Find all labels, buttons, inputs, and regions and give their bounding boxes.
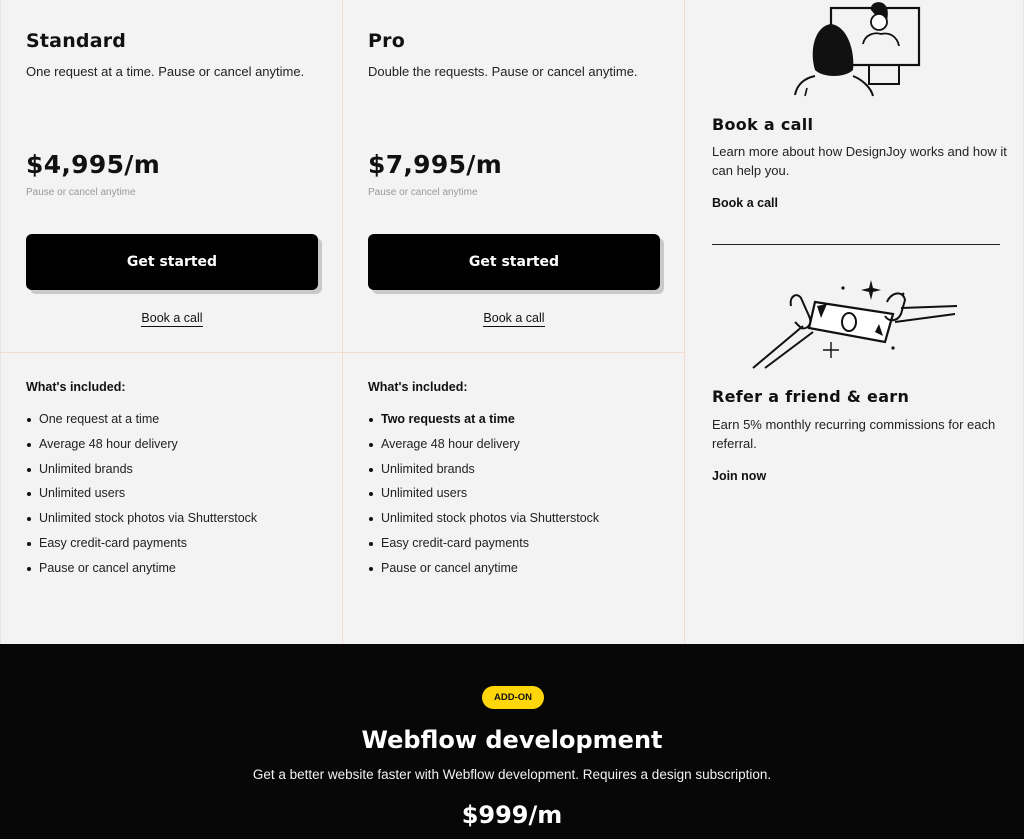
- feature-item: One request at a time: [26, 412, 257, 437]
- feature-item: Average 48 hour delivery: [368, 437, 599, 462]
- divider: [712, 244, 1000, 245]
- feature-item: Easy credit-card payments: [26, 536, 257, 561]
- feature-item: Easy credit-card payments: [368, 536, 599, 561]
- plan-header-pro: [343, 0, 684, 353]
- plan-price: $7,995/m: [368, 150, 503, 179]
- video-call-illustration: [785, 0, 925, 100]
- included-title: What's included:: [26, 380, 126, 394]
- book-call-side-link[interactable]: Book a call: [712, 196, 778, 210]
- addon-title: Webflow development: [361, 726, 663, 754]
- book-call-link[interactable]: Book a call: [483, 311, 545, 325]
- plan-price-note: Pause or cancel anytime: [368, 187, 478, 198]
- money-exchange-illustration: [751, 276, 963, 372]
- addon-badge: ADD-ON: [482, 686, 544, 709]
- plan-price-note: Pause or cancel anytime: [26, 187, 136, 198]
- feature-item: Unlimited stock photos via Shutterstock: [26, 511, 257, 536]
- feature-item: Unlimited brands: [368, 462, 599, 487]
- book-call-title: Book a call: [712, 115, 814, 134]
- book-call-link[interactable]: Book a call: [141, 311, 203, 325]
- plan-name: Pro: [368, 30, 405, 52]
- feature-list: [368, 412, 599, 586]
- addon-description: Get a better website faster with Webflow development. Requires a design subscription.: [252, 767, 772, 782]
- feature-item: Unlimited users: [368, 486, 599, 511]
- feature-item: Two requests at a time: [368, 412, 599, 437]
- book-call-link-wrap: [1, 311, 343, 325]
- plan-card-standard: [1, 0, 343, 644]
- get-started-button[interactable]: Get started: [368, 234, 660, 290]
- feature-item: Pause or cancel anytime: [26, 561, 257, 586]
- book-call-description: Learn more about how DesignJoy works and how it can help you.: [712, 144, 1007, 178]
- feature-item: Pause or cancel anytime: [368, 561, 599, 586]
- feature-item: Average 48 hour delivery: [26, 437, 257, 462]
- feature-list: [26, 412, 257, 586]
- refer-title: Refer a friend & earn: [712, 387, 910, 406]
- plan-description: Double the requests. Pause or cancel anytime.: [368, 64, 638, 79]
- plan-name: Standard: [26, 30, 127, 52]
- side-column: [685, 0, 1024, 644]
- included-title: What's included:: [368, 380, 468, 394]
- addon-price: $999/m: [461, 801, 563, 829]
- addon-section: [0, 644, 1024, 839]
- plan-card-pro: [343, 0, 685, 644]
- plan-description: One request at a time. Pause or cancel anytime.: [26, 64, 305, 79]
- feature-item: Unlimited stock photos via Shutterstock: [368, 511, 599, 536]
- get-started-button[interactable]: Get started: [26, 234, 318, 290]
- join-now-link[interactable]: Join now: [712, 469, 767, 483]
- book-call-link-wrap: [343, 311, 685, 325]
- feature-item: Unlimited brands: [26, 462, 257, 487]
- refer-description: Earn 5% monthly recurring commissions for each referral.: [712, 417, 996, 451]
- plan-price: $4,995/m: [26, 150, 161, 179]
- feature-item: Unlimited users: [26, 486, 257, 511]
- plan-header-standard: [1, 0, 342, 353]
